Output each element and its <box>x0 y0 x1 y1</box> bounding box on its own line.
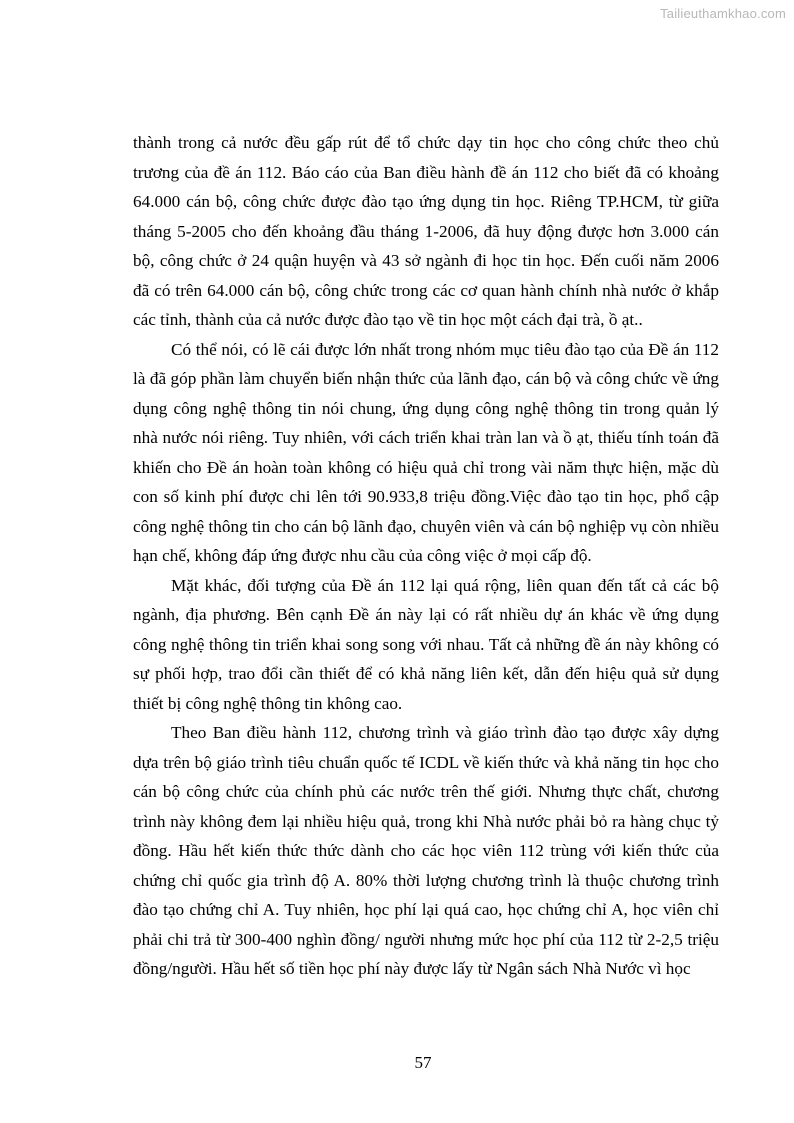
paragraph-1: thành trong cả nước đều gấp rút để tổ chức dạy tin học cho công chức theo chủ trương của đề án 112. Báo cáo của Ban điều hành đề án 112 cho biết đã có khoảng 64.000 cán bộ, công chức được đào tạo ứng dụng tin học. Riêng TP.HCM, từ giữa tháng 5-2005 cho đến khoảng đầu tháng 1-2006, đã huy động được hơn 3.000 cán bộ, công chức ở 24 quận huyện và 43 sở ngành đi học tin học. Đến cuối năm 2006 đã có trên 64.000 cán bộ, công chức trong các cơ quan hành chính nhà nước ở khắp các tỉnh, thành của cả nước được đào tạo về tin học một cách đại trà, ồ ạt.. <box>133 133 719 329</box>
paragraph-3: Mặt khác, đối tượng của Đề án 112 lại quá rộng, liên quan đến tất cả các bộ ngành, địa phương. Bên cạnh Đề án này lại có rất nhiều dự án khác về ứng dụng công nghệ thông tin triển khai song song với nhau. Tất cả những đề án này không có sự phối hợp, trao đổi cần thiết để có khả năng liên kết, dẫn đến hiệu quả sử dụng thiết bị công nghệ thông tin không cao. <box>133 575 719 713</box>
document-body <box>133 128 719 984</box>
paragraph-4: Theo Ban điều hành 112, chương trình và giáo trình đào tạo được xây dựng dựa trên bộ giáo trình tiêu chuẩn quốc tế ICDL về kiến thức và khả năng tin học cho cán bộ công chức của chính phủ các nước trên thế giới. Nhưng thực chất, chương trình này không đem lại nhiều hiệu quả, trong khi Nhà nước phải bỏ ra hàng chục tỷ đồng. Hầu hết kiến thức thức dành cho các học viên 112 trùng với kiến thức của chứng chỉ quốc gia trình độ A. 80% thời lượng chương trình là thuộc chương trình đào tạo chứng chỉ A. Tuy nhiên, học phí lại quá cao, học chứng chỉ A, học viên chỉ phải chi trả từ 300-400 nghìn đồng/ người nhưng mức học phí của 112 từ 2-2,5 triệu đồng/người. Hầu hết số tiền học phí này được lấy từ Ngân sách Nhà Nước vì học <box>133 723 719 978</box>
paragraph-2: Có thể nói, có lẽ cái được lớn nhất trong nhóm mục tiêu đào tạo của Đề án 112 là đã góp phần làm chuyển biến nhận thức của lãnh đạo, cán bộ và công chức về ứng dụng công nghệ thông tin nói chung, ứng dụng công nghệ thông tin trong quản lý nhà nước nói riêng. Tuy nhiên, với cách triển khai tràn lan và ồ ạt, thiếu tính toán đã khiến cho Đề án hoàn toàn không có hiệu quả chỉ trong vài năm thực hiện, mặc dù con số kinh phí được chi lên tới 90.933,8 triệu đồng.Việc đào tạo tin học, phổ cập công nghệ thông tin cho cán bộ lãnh đạo, chuyên viên và cán bộ nghiệp vụ còn nhiều hạn chế, không đáp ứng được nhu cầu của công việc ở mọi cấp độ. <box>133 339 719 565</box>
page-number: 57 <box>414 1053 432 1072</box>
watermark-text: Tailieuthamkhao.com <box>660 6 786 21</box>
